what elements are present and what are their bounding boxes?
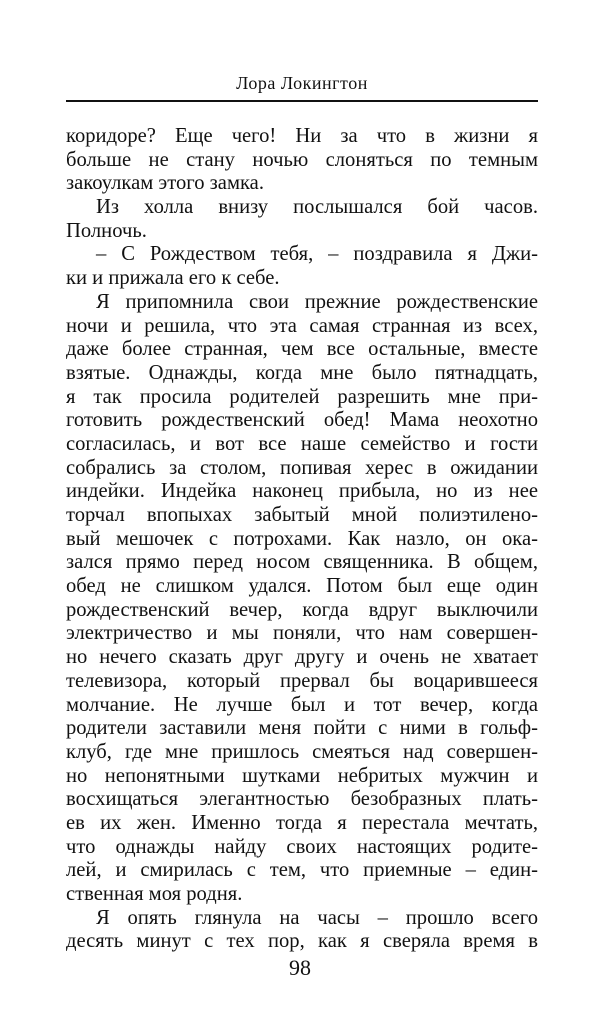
text-line: торчал впопыхах забытый мной полиэтилено- — [66, 504, 538, 526]
text-line: родители заставили меня пойти с ними в гольф- — [66, 717, 538, 740]
body-text — [66, 125, 538, 954]
text-line: телевизора, который прервал бы воцарившееся — [66, 669, 538, 692]
text-line: десять минут с тех пор, как я сверяла время в — [66, 930, 538, 953]
text-line: обед не слишком удался. Потом был еще один — [66, 575, 538, 598]
text-line: ночи и решила, что эта самая странная из всех, — [66, 314, 538, 337]
text-line: рождественский вечер, когда вдруг выключили — [66, 598, 538, 621]
text-line: индейки. Индейка наконец прибыла, но из нее — [66, 480, 538, 503]
text-line: согласилась, и вот все наше семейство и гости — [66, 432, 538, 455]
text-line: что однажды найду своих настоящих родите- — [66, 835, 538, 858]
text-line: я так просила родителей разрешить мне при- — [66, 385, 538, 408]
text-line: клуб, где мне пришлось смеяться над совершен- — [66, 740, 538, 763]
header-rule — [66, 100, 538, 102]
text-line: восхищаться элегантностью безобразных плать- — [66, 788, 538, 811]
text-line: собрались за столом, попивая херес в ожидании — [66, 456, 538, 479]
text-line: ев их жен. Именно тогда я перестала мечтать, — [66, 811, 538, 834]
text-line: но непонятными шутками небритых мужчин и — [66, 764, 538, 787]
text-line: больше не стану ночью слоняться по темным — [66, 148, 538, 171]
text-line: коридоре? Еще чего! Ни за что в жизни я — [66, 125, 538, 147]
running-head-author: Лора Локингтон — [236, 73, 368, 93]
text-line: готовить рождественский обед! Мама неохотно — [66, 409, 538, 432]
text-line: взятые. Однажды, когда мне было пятнадцать, — [66, 361, 538, 384]
text-line: ственная моя родня. — [66, 883, 243, 905]
text-line: Полночь. — [66, 219, 147, 242]
text-line: вый мешочек с потрохами. Как назло, он ока- — [66, 527, 538, 550]
text-line: Я припомнила свои прежние рождественские — [96, 290, 538, 313]
text-line: зался прямо перед носом священника. В общем, — [66, 551, 538, 574]
text-line: ки и прижала его к себе. — [66, 267, 280, 290]
text-line: Я опять глянула на часы – прошло всего — [96, 906, 538, 929]
text-line: закоулкам этого замка. — [66, 172, 264, 195]
text-line: молчание. Не лучше был и тот вечер, когда — [66, 693, 538, 716]
text-line: даже более странная, чем все остальные, вместе — [66, 338, 538, 361]
text-line: лей, и смирилась с тем, что приемные – един- — [66, 859, 538, 882]
text-line: – С Рождеством тебя, – поздравила я Джи- — [96, 243, 538, 266]
text-line: электричество и мы поняли, что нам совершен- — [66, 622, 538, 645]
text-line: но нечего сказать друг другу и очень не хватает — [66, 646, 538, 669]
page-number: 98 — [289, 955, 311, 980]
text-line: Из холла внизу послышался бой часов. — [96, 196, 538, 219]
